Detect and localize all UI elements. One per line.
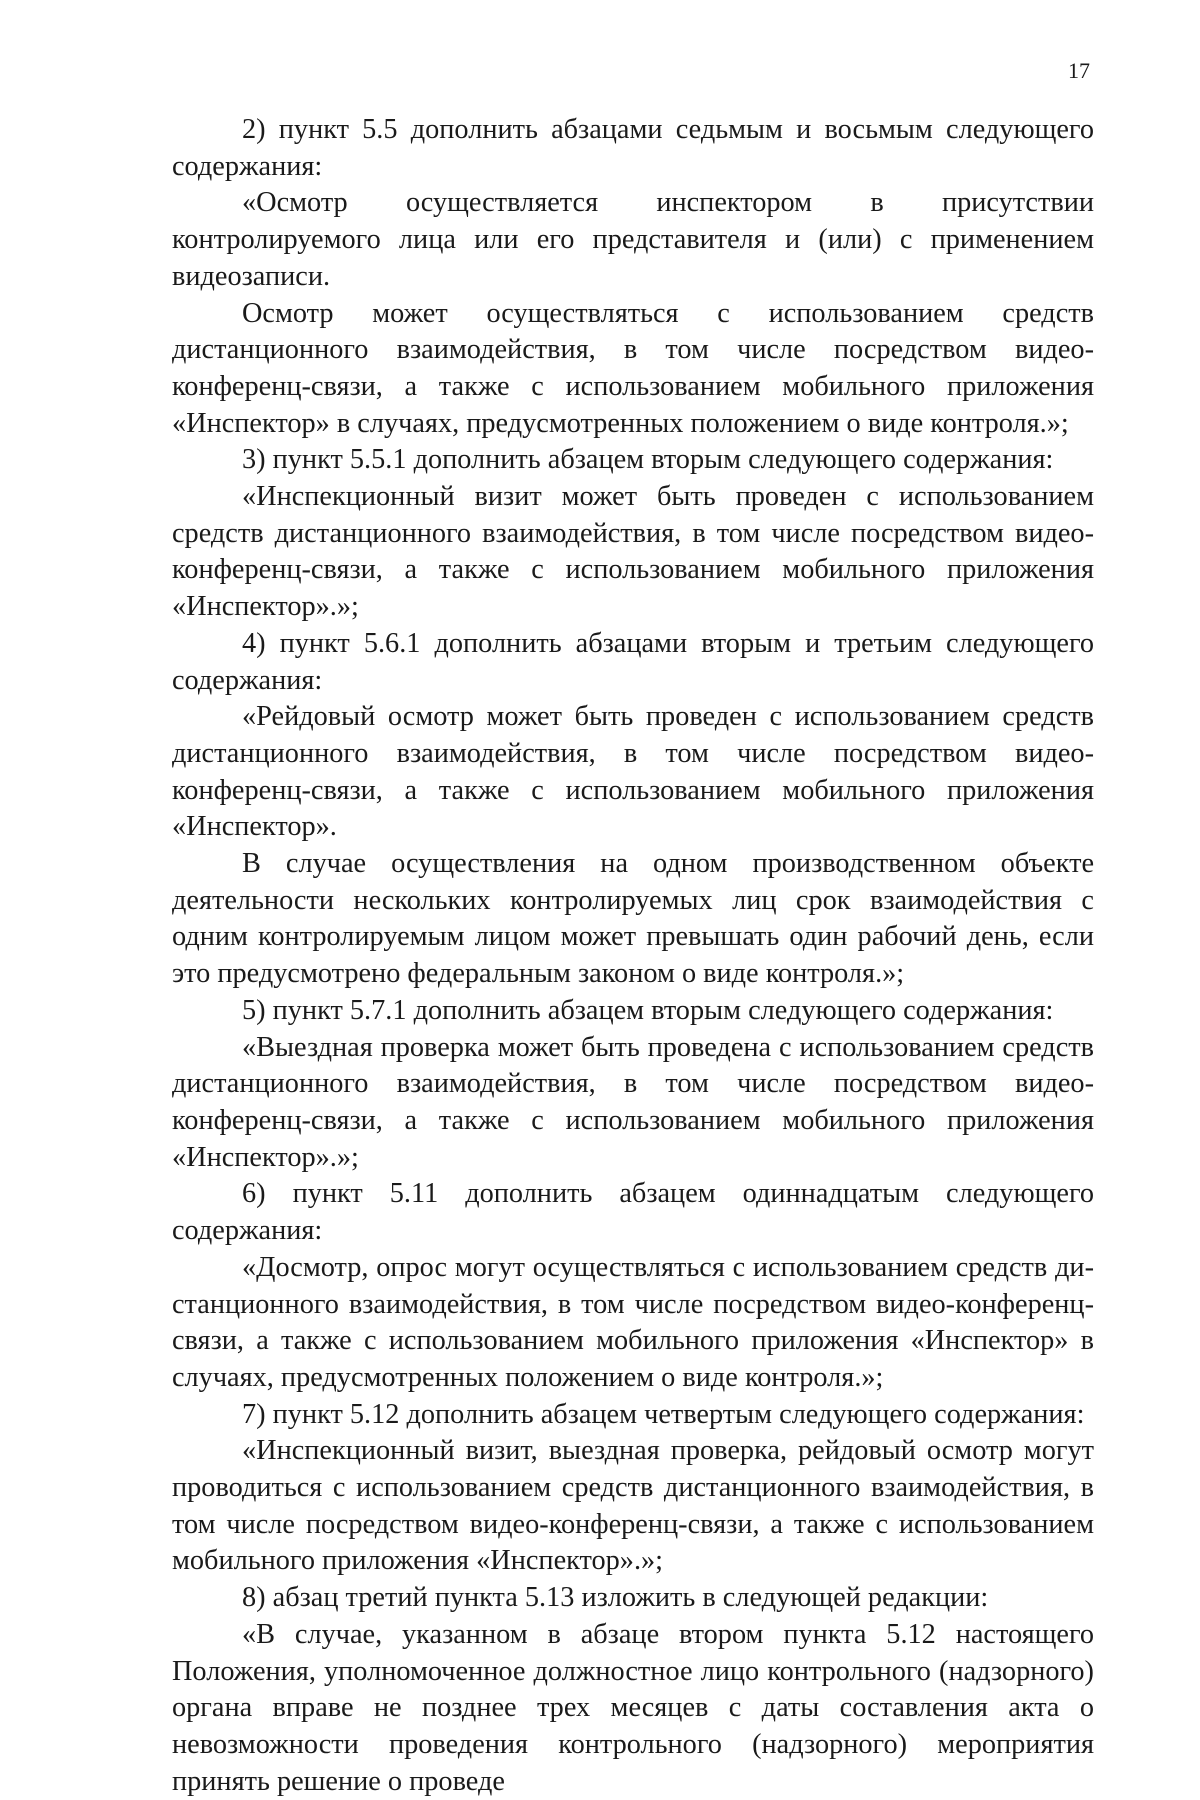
paragraph: «Осмотр осуществляется инспектором в присутствии контролируемого лица или его представителя и (или) с применением видеозаписи. <box>172 187 1094 292</box>
paragraph: 7) пункт 5.12 дополнить абзацем четвертым следующего содержания: <box>242 1398 1085 1430</box>
paragraph: 6) пункт 5.11 дополнить абзацем одиннадцатым следующего содержания: <box>172 1178 1094 1247</box>
paragraph: Осмотр может осуществляться с использованием средств дистанционного взаимодействия, в том числе посредством видео-конференц-связи, а также с использованием мобильного приложения «Инспектор» в случаях, предусмотренных положением о виде контроля.»; <box>172 297 1094 439</box>
paragraph: «Рейдовый осмотр может быть проведен с использованием средств дистанционного взаимодействия, в том числе посредством видео-конференц-связи, а также с использованием мобильного приложения «Инспектор». <box>172 701 1094 843</box>
paragraph: В случае осуществления на одном производственном объекте деятельности нескольких контролируемых лиц срок взаимодействия с одним контролируемым лицом может превышать один рабочий день, если это предусмотрено федеральным законом о виде контроля.»; <box>172 848 1094 990</box>
paragraph: «В случае, указанном в абзаце втором пункта 5.12 настоящего Положения, уполномоченное должностное лицо контрольного (надзорного) органа вправе не позднее трех месяцев с даты составления акта о невозможности проведения контрольного (надзорного) мероприятия принять решение о проведе <box>172 1618 1094 1797</box>
paragraph: «Инспекционный визит может быть проведен с использованием средств дистанционного взаимодействия, в том числе посредством видео-конференц-связи, а также с использованием мобильного приложения «Инспектор».»; <box>172 481 1094 623</box>
document-body <box>172 112 1094 1800</box>
paragraph: «Выездная проверка может быть проведена с использованием средств дистанционного взаимодействия, в том числе посредством видео-конференц-связи, а также с использованием мобильного приложения «Инспектор».»; <box>172 1031 1094 1173</box>
paragraph: 4) пункт 5.6.1 дополнить абзацами вторым и третьим следующего содержания: <box>172 627 1094 696</box>
paragraph: «Досмотр, опрос могут осуществляться с использованием средств дистанционного взаимодействия, в том числе посредством видео-конференц-связи, а также с использованием мобильного приложения «Инспектор» в случаях, предусмотренных положением о виде контроля.»; <box>172 1251 1094 1393</box>
page-number: 17 <box>1068 58 1090 83</box>
paragraph: 5) пункт 5.7.1 дополнить абзацем вторым следующего содержания: <box>242 994 1054 1026</box>
paragraph: 8) абзац третий пункта 5.13 изложить в следующей редакции: <box>242 1582 989 1614</box>
paragraph: «Инспекционный визит, выездная проверка, рейдовый осмотр могут проводиться с использованием средств дистанционного взаимодействия, в том числе посредством видео-конференц-связи, а также с использованием мобильного приложения «Инспектор».»; <box>172 1435 1094 1577</box>
paragraph: 3) пункт 5.5.1 дополнить абзацем вторым следующего содержания: <box>242 444 1054 476</box>
paragraph: 2) пункт 5.5 дополнить абзацами седьмым и восьмым следующего содержания: <box>172 114 1094 182</box>
